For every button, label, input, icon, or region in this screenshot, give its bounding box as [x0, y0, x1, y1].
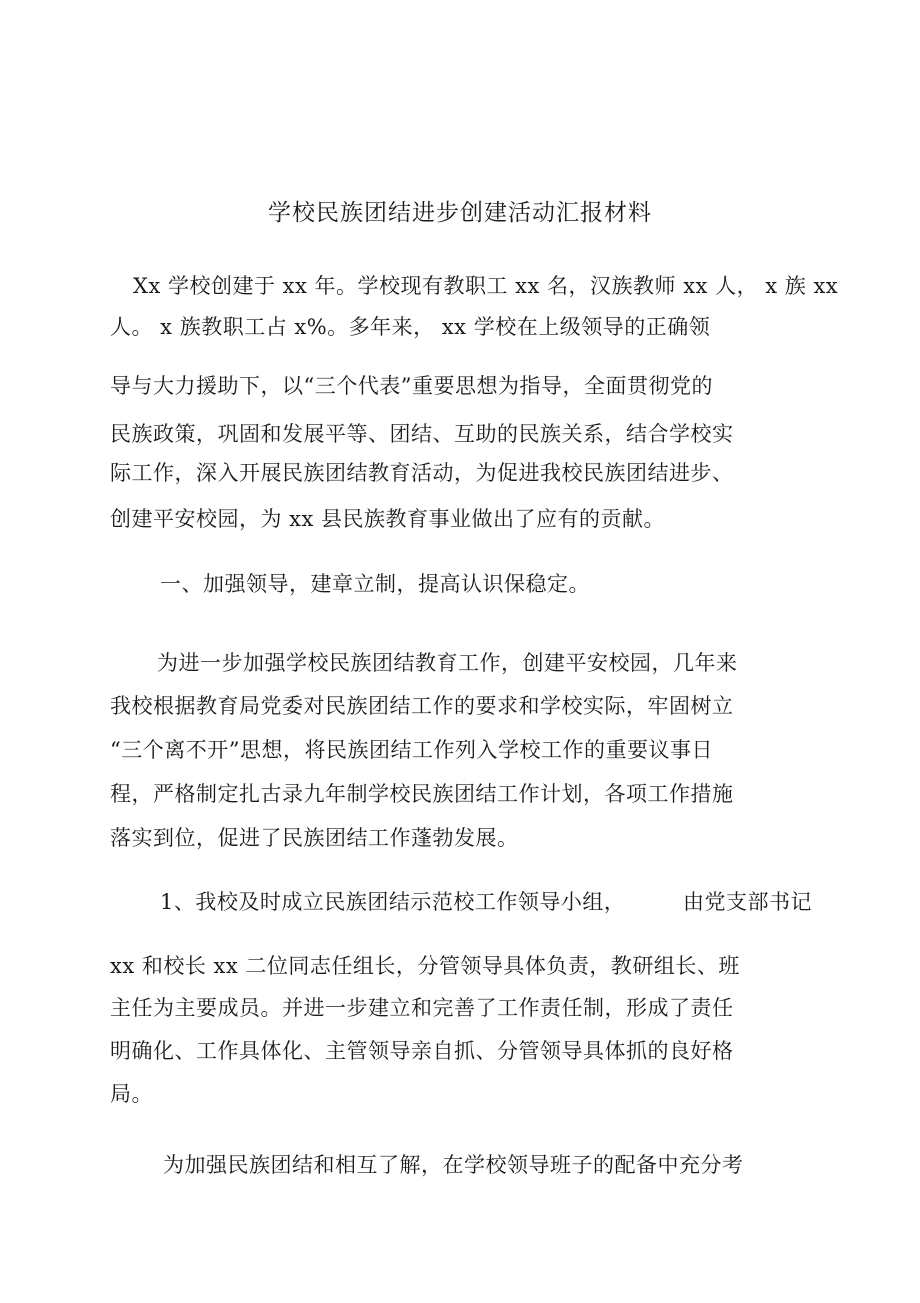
paragraph-line: 程，严格制定扎古录九年制学校民族团结工作计划，各项工作措施 — [110, 782, 734, 806]
paragraph-line: 我校根据教育局党委对民族团结工作的要求和学校实际，牢固树立 — [110, 694, 734, 718]
paragraph-line: “三个离不开”思想，将民族团结工作列入学校工作的重要议事日 — [110, 738, 713, 762]
paragraph-line: 际工作，深入开展民族团结教育活动，为促进我校民族团结进步、 — [110, 461, 734, 485]
document-title: 学校民族团结进步创建活动汇报材料 — [268, 200, 652, 226]
paragraph-line: 人。 x 族教职工占 x%。多年来， xx 学校在上级领导的正确领 — [110, 315, 711, 339]
paragraph-line: 为加强民族团结和相互了解，在学校领导班子的配备中充分考 — [163, 1153, 744, 1177]
paragraph-line: 局。 — [110, 1082, 153, 1106]
paragraph-line: 为进一步加强学校民族团结教育工作，创建平安校园，几年来 — [157, 651, 738, 675]
paragraph-line: xx 和校长 xx 二位同志任组长，分管领导具体负责，教研组长、班 — [110, 954, 740, 978]
paragraph-line: 创建平安校园，为 xx 县民族教育事业做出了应有的贡献。 — [110, 507, 666, 531]
paragraph-line: 导与大力援助下，以“三个代表”重要思想为指导，全面贯彻党的 — [110, 374, 713, 398]
paragraph-line: 明确化、工作具体化、主管领导亲自抓、分管领导具体抓的良好格 — [110, 1039, 734, 1063]
paragraph-line: 1、我校及时成立民族团结示范校工作领导小组， — [160, 890, 626, 914]
paragraph-line: Xx 学校创建于 xx 年。学校现有教职工 xx 名，汉族教师 xx 人， x 族 xx — [133, 274, 839, 298]
paragraph-line: 落实到位，促进了民族团结工作蓬勃发展。 — [110, 826, 519, 850]
paragraph-line: 主任为主要成员。并进一步建立和完善了工作责任制，形成了责任 — [110, 996, 734, 1020]
paragraph-line: 由党支部书记 — [683, 890, 812, 914]
paragraph-line: 民族政策，巩固和发展平等、团结、互助的民族关系，结合学校实 — [110, 422, 734, 446]
section-heading: 一、加强领导，建章立制，提高认识保稳定。 — [160, 572, 590, 596]
